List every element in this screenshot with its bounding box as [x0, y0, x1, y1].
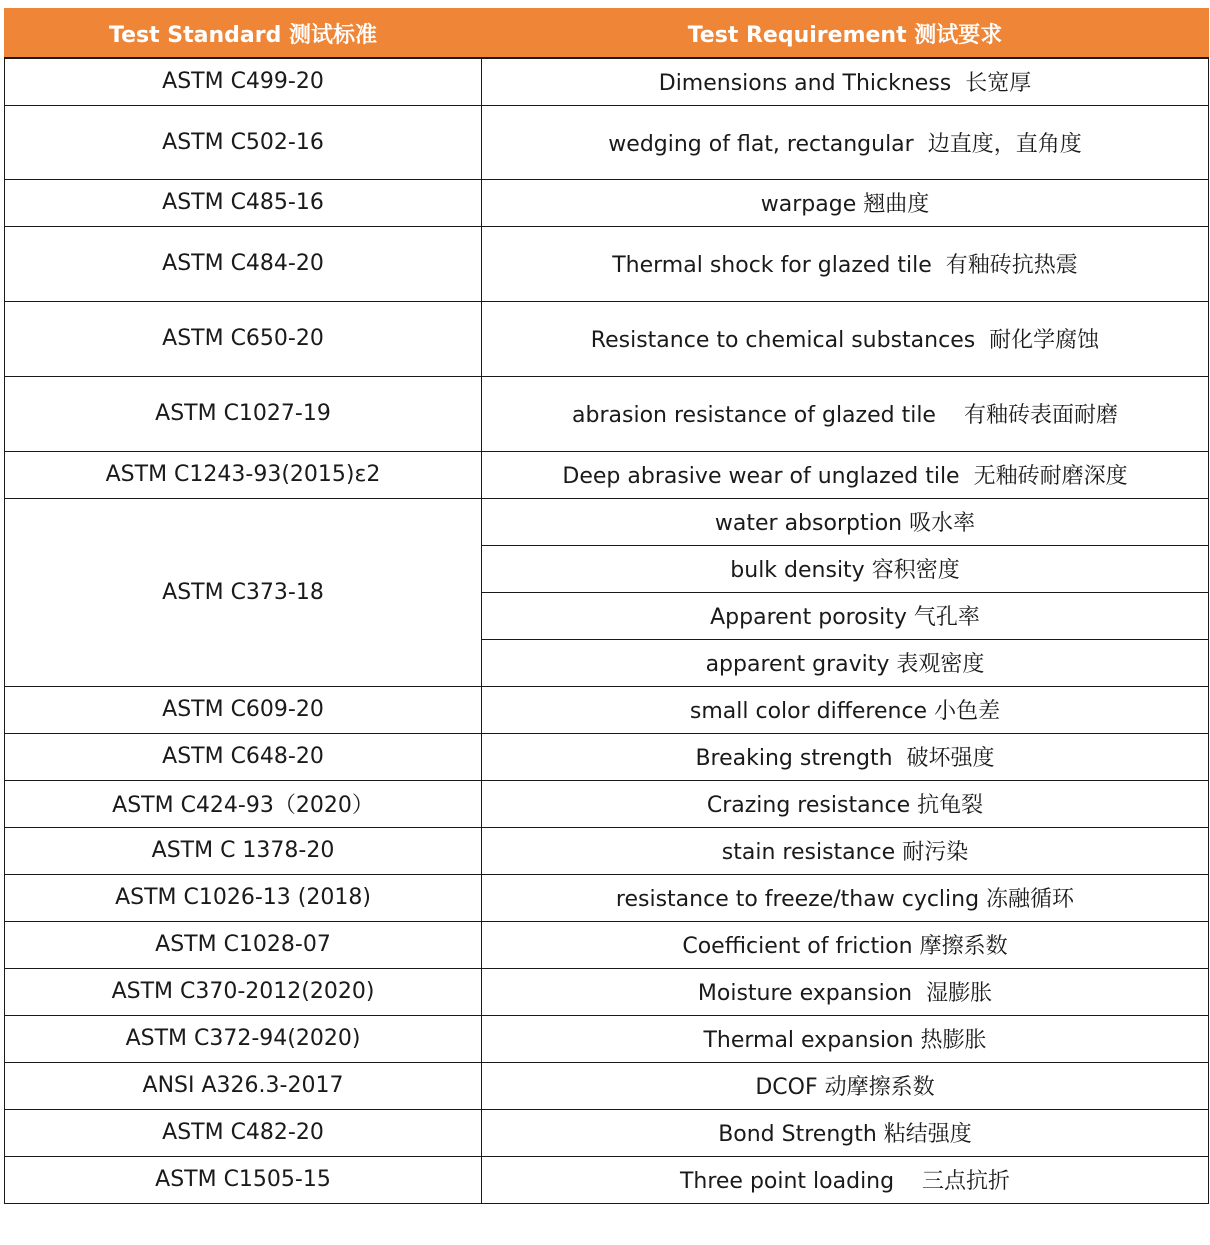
test-requirement-cell: wedging of flat, rectangular 边直度，直角度: [482, 105, 1209, 179]
table-row: [5, 179, 1209, 226]
test-standard-cell: ANSI A326.3-2017: [5, 1062, 482, 1109]
table-row: [5, 1109, 1209, 1156]
header-test-requirement: Test Requirement 测试要求: [482, 9, 1209, 59]
table-row: [5, 376, 1209, 451]
test-requirement-cell: Crazing resistance 抗龟裂: [482, 780, 1209, 827]
test-requirement-cell: stain resistance 耐污染: [482, 827, 1209, 874]
test-requirement-cell: Thermal expansion 热膨胀: [482, 1015, 1209, 1062]
test-standard-cell: ASTM C648-20: [5, 733, 482, 780]
test-standard-cell: ASTM C609-20: [5, 686, 482, 733]
table-row: [5, 874, 1209, 921]
test-standard-cell: ASTM C1026-13 (2018): [5, 874, 482, 921]
test-requirement-cell: Bond Strength 粘结强度: [482, 1109, 1209, 1156]
table-row: [5, 733, 1209, 780]
test-requirement-cell: resistance to freeze/thaw cycling 冻融循环: [482, 874, 1209, 921]
test-requirement-cell: small color difference 小色差: [482, 686, 1209, 733]
test-requirement-cell: Resistance to chemical substances 耐化学腐蚀: [482, 301, 1209, 376]
test-requirement-cell: water absorption 吸水率: [482, 498, 1209, 545]
table-header-row: [5, 9, 1209, 59]
table-row: [5, 827, 1209, 874]
test-requirement-cell: warpage 翘曲度: [482, 179, 1209, 226]
test-standard-cell: ASTM C1243-93(2015)ε2: [5, 451, 482, 498]
test-standard-cell: ASTM C650-20: [5, 301, 482, 376]
test-standard-cell: ASTM C1027-19: [5, 376, 482, 451]
test-standard-cell: ASTM C370-2012(2020): [5, 968, 482, 1015]
test-requirement-cell: Deep abrasive wear of unglazed tile 无釉砖耐磨深度: [482, 451, 1209, 498]
table-row: [5, 968, 1209, 1015]
table-row: [5, 498, 1209, 545]
test-standard-cell: ASTM C372-94(2020): [5, 1015, 482, 1062]
test-standard-cell: ASTM C373-18: [5, 498, 482, 686]
test-standard-cell: ASTM C482-20: [5, 1109, 482, 1156]
test-requirement-cell: abrasion resistance of glazed tile 有釉砖表面耐磨: [482, 376, 1209, 451]
table-row: [5, 1062, 1209, 1109]
table-row: [5, 1015, 1209, 1062]
test-requirement-cell: Dimensions and Thickness 长宽厚: [482, 58, 1209, 105]
test-requirement-cell: bulk density 容积密度: [482, 545, 1209, 592]
table-row: [5, 58, 1209, 105]
test-standard-cell: ASTM C484-20: [5, 226, 482, 301]
test-requirement-cell: Thermal shock for glazed tile 有釉砖抗热震: [482, 226, 1209, 301]
test-requirement-cell: Moisture expansion 湿膨胀: [482, 968, 1209, 1015]
test-requirement-cell: DCOF 动摩擦系数: [482, 1062, 1209, 1109]
test-requirement-cell: Coefficient of friction 摩擦系数: [482, 921, 1209, 968]
table-row: [5, 780, 1209, 827]
test-requirement-cell: Apparent porosity 气孔率: [482, 592, 1209, 639]
test-standard-cell: ASTM C499-20: [5, 58, 482, 105]
table-row: [5, 686, 1209, 733]
test-standard-cell: ASTM C 1378-20: [5, 827, 482, 874]
test-standard-cell: ASTM C424-93（2020）: [5, 780, 482, 827]
table-row: [5, 1156, 1209, 1203]
header-test-standard: Test Standard 测试标准: [5, 9, 482, 59]
table-row: [5, 921, 1209, 968]
test-requirement-cell: Breaking strength 破坏强度: [482, 733, 1209, 780]
test-standards-table: [4, 8, 1209, 1204]
table-row: [5, 301, 1209, 376]
test-standard-cell: ASTM C502-16: [5, 105, 482, 179]
test-standard-cell: ASTM C1505-15: [5, 1156, 482, 1203]
test-standard-cell: ASTM C1028-07: [5, 921, 482, 968]
table-body: [5, 58, 1209, 1203]
table-row: [5, 105, 1209, 179]
test-requirement-cell: apparent gravity 表观密度: [482, 639, 1209, 686]
table-row: [5, 451, 1209, 498]
table-row: [5, 226, 1209, 301]
test-requirement-cell: Three point loading 三点抗折: [482, 1156, 1209, 1203]
test-standard-cell: ASTM C485-16: [5, 179, 482, 226]
